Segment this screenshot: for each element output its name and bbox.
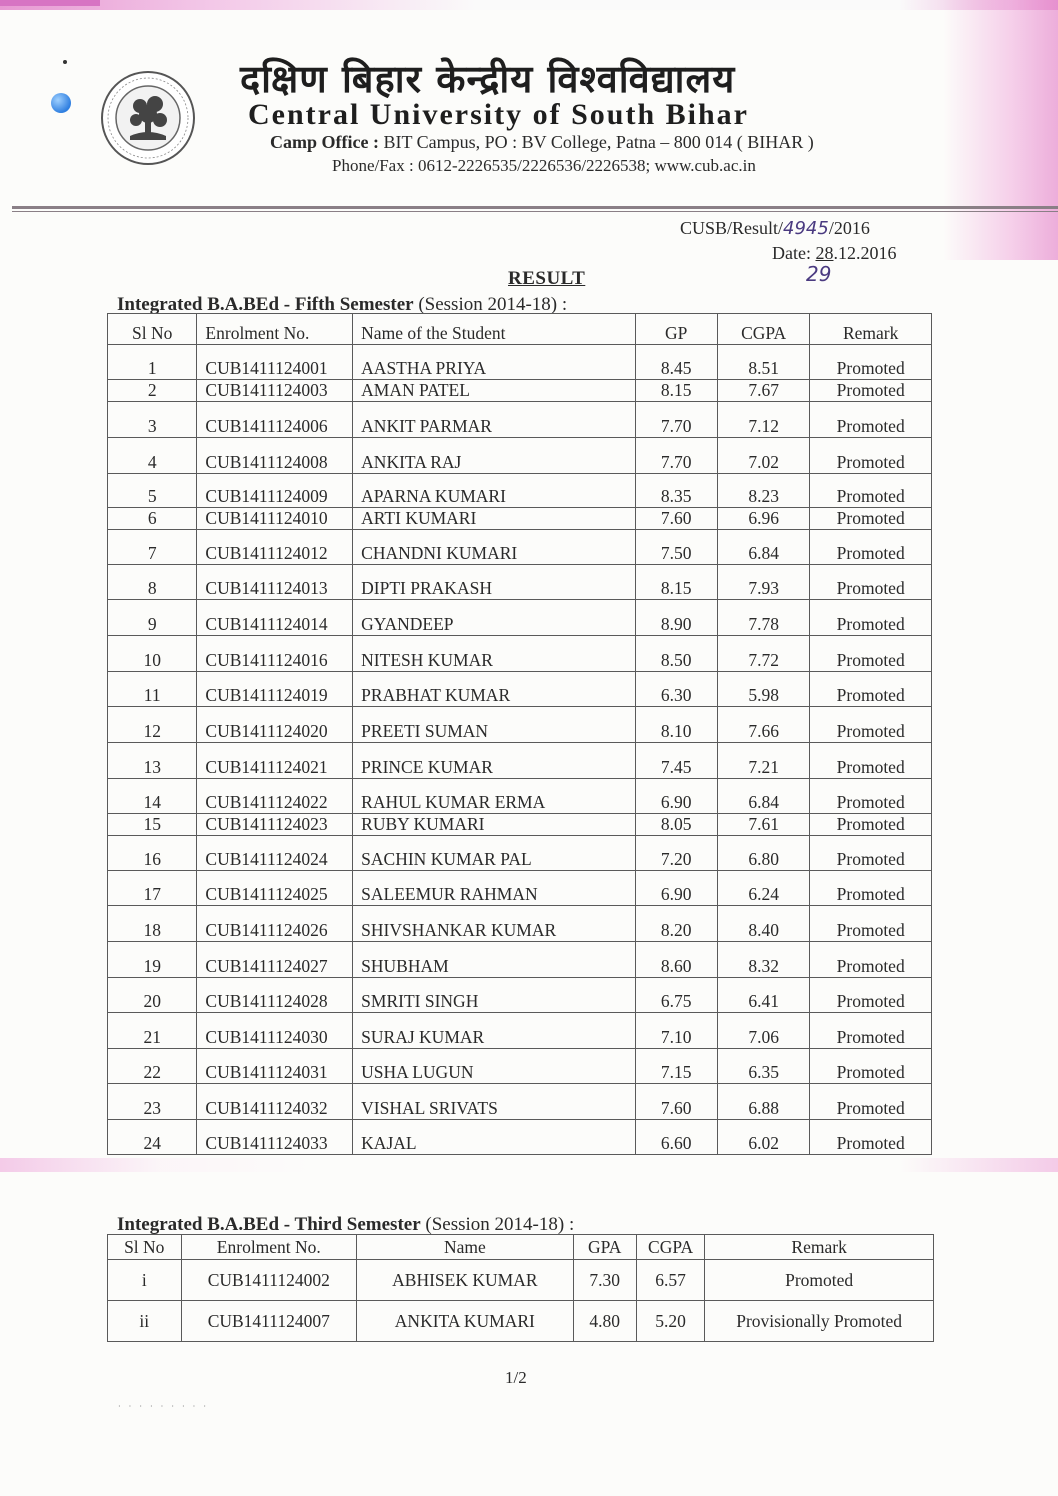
cell-cgpa: 5.20 (636, 1301, 704, 1342)
table-row (108, 836, 932, 871)
camp-office-label: Camp Office : (270, 132, 379, 152)
cell-enrolment: CUB1411124003 (197, 380, 353, 402)
column-header: CGPA (717, 314, 809, 345)
cell-enrolment: CUB1411124008 (197, 438, 353, 474)
camp-office-text: BIT Campus, PO : BV College, Patna – 800 014 ( BIHAR ) (383, 132, 814, 152)
reference-handwritten-number: 4945 (783, 218, 829, 239)
third-semester-heading-bold: Integrated B.A.BEd - Third Semester (117, 1214, 421, 1235)
cell-enrolment: CUB1411124021 (197, 743, 353, 779)
cell-cgpa: 8.32 (717, 942, 809, 978)
cell-cgpa: 7.67 (717, 380, 809, 402)
cell-sl-no: 2 (108, 380, 197, 402)
cell-gp: 8.15 (635, 380, 717, 402)
table-row (108, 474, 932, 508)
cell-gp: 8.50 (635, 636, 717, 672)
cell-enrolment: CUB1411124019 (197, 672, 353, 707)
cell-sl-no: 13 (108, 743, 197, 779)
cell-student-name: SHUBHAM (353, 942, 635, 978)
table-row (108, 380, 932, 402)
cell-sl-no: 12 (108, 707, 197, 743)
cell-remark: Promoted (810, 743, 932, 779)
cell-sl-no: 11 (108, 672, 197, 707)
table-row (108, 438, 932, 474)
column-header: Sl No (108, 314, 197, 345)
cell-cgpa: 7.02 (717, 438, 809, 474)
table-row (108, 1049, 932, 1084)
page-number: 1/2 (505, 1368, 527, 1387)
cell-student-name: ARTI KUMARI (353, 508, 635, 530)
cell-remark: Promoted (810, 565, 932, 600)
cell-gp: 4.80 (573, 1301, 636, 1342)
cell-remark: Promoted (810, 402, 932, 438)
university-seal-icon (100, 70, 196, 166)
date-rest: .12.2016 (833, 243, 897, 263)
column-header: Name of the Student (353, 314, 635, 345)
column-header: GPA (573, 1235, 636, 1260)
cell-cgpa: 6.41 (717, 978, 809, 1013)
fifth-semester-table (107, 313, 932, 1155)
camp-office-address (270, 132, 814, 153)
cell-enrolment: CUB1411124001 (197, 345, 353, 380)
cell-sl-no: 8 (108, 565, 197, 600)
cell-student-name: SURAJ KUMAR (353, 1013, 635, 1049)
cell-gp: 8.90 (635, 600, 717, 636)
reference-prefix: CUSB/Result/ (680, 218, 784, 238)
cell-sl-no: 3 (108, 402, 197, 438)
cell-gp: 6.60 (635, 1120, 717, 1155)
document-date (772, 243, 896, 264)
column-header: Enrolment No. (181, 1235, 357, 1260)
cell-enrolment: CUB1411124032 (197, 1084, 353, 1120)
cell-sl-no: 5 (108, 474, 197, 508)
cell-remark: Promoted (810, 600, 932, 636)
cell-enrolment: CUB1411124002 (181, 1260, 357, 1301)
table-row (108, 978, 932, 1013)
cell-cgpa: 6.84 (717, 779, 809, 814)
cell-sl-no: 16 (108, 836, 197, 871)
cell-enrolment: CUB1411124007 (181, 1301, 357, 1342)
cell-remark: Promoted (810, 942, 932, 978)
cell-cgpa: 6.24 (717, 871, 809, 906)
fifth-semester-heading-bold: Integrated B.A.BEd - Fifth Semester (117, 294, 414, 315)
table-row (108, 1120, 932, 1155)
cell-sl-no: 22 (108, 1049, 197, 1084)
column-header: Remark (705, 1235, 934, 1260)
cell-cgpa: 6.84 (717, 530, 809, 565)
cell-enrolment: CUB1411124024 (197, 836, 353, 871)
cell-sl-no: 21 (108, 1013, 197, 1049)
cell-student-name: SMRITI SINGH (353, 978, 635, 1013)
cell-cgpa: 6.80 (717, 836, 809, 871)
cell-remark: Promoted (810, 836, 932, 871)
cell-student-name: ANKIT PARMAR (353, 402, 635, 438)
cell-sl-no: 6 (108, 508, 197, 530)
table-row (108, 707, 932, 743)
blue-dot-icon (51, 93, 71, 113)
cell-gp: 8.10 (635, 707, 717, 743)
cell-cgpa: 6.35 (717, 1049, 809, 1084)
page-top-left-mark (0, 0, 100, 6)
cell-remark: Promoted (810, 1120, 932, 1155)
cell-student-name: ANKITA RAJ (353, 438, 635, 474)
table-row (108, 906, 932, 942)
cell-remark: Promoted (810, 1013, 932, 1049)
cell-student-name: PRABHAT KUMAR (353, 672, 635, 707)
cell-student-name: SALEEMUR RAHMAN (353, 871, 635, 906)
table-header-row (108, 314, 932, 345)
cell-cgpa: 6.57 (636, 1260, 704, 1301)
cell-sl-no: 14 (108, 779, 197, 814)
column-header: Name (357, 1235, 573, 1260)
cell-gp: 7.60 (635, 508, 717, 530)
table-row (108, 779, 932, 814)
cell-student-name: APARNA KUMARI (353, 474, 635, 508)
cell-gp: 7.70 (635, 402, 717, 438)
table-header-row (108, 1235, 934, 1260)
cell-remark: Promoted (810, 1084, 932, 1120)
cell-sl-no: 9 (108, 600, 197, 636)
cell-sl-no: 20 (108, 978, 197, 1013)
cell-cgpa: 6.96 (717, 508, 809, 530)
cell-gp: 8.35 (635, 474, 717, 508)
cell-gp: 7.30 (573, 1260, 636, 1301)
cell-enrolment: CUB1411124022 (197, 779, 353, 814)
cell-remark: Promoted (810, 814, 932, 836)
phone-fax-line: Phone/Fax : 0612-2226535/2226536/2226538; www.cub.ac.in (332, 156, 756, 175)
cell-cgpa: 8.51 (717, 345, 809, 380)
reference-suffix: /2016 (828, 218, 870, 238)
cell-cgpa: 7.12 (717, 402, 809, 438)
cell-remark: Promoted (810, 871, 932, 906)
cell-student-name: GYANDEEP (353, 600, 635, 636)
cell-enrolment: CUB1411124028 (197, 978, 353, 1013)
cell-gp: 8.45 (635, 345, 717, 380)
cell-remark: Provisionally Promoted (705, 1301, 934, 1342)
cell-enrolment: CUB1411124016 (197, 636, 353, 672)
cell-enrolment: CUB1411124020 (197, 707, 353, 743)
cell-remark: Promoted (810, 530, 932, 565)
cell-gp: 8.05 (635, 814, 717, 836)
cell-enrolment: CUB1411124023 (197, 814, 353, 836)
cell-student-name: DIPTI PRAKASH (353, 565, 635, 600)
table-row (108, 508, 932, 530)
cell-enrolment: CUB1411124025 (197, 871, 353, 906)
page-top-edge (0, 0, 1058, 10)
cell-gp: 7.10 (635, 1013, 717, 1049)
table-row (108, 600, 932, 636)
cell-cgpa: 8.23 (717, 474, 809, 508)
page-right-tint (943, 0, 1058, 260)
table-row (108, 565, 932, 600)
cell-sl-no: ii (108, 1301, 182, 1342)
date-label: Date: (772, 243, 811, 263)
cell-remark: Promoted (810, 438, 932, 474)
cell-sl-no: 1 (108, 345, 197, 380)
third-semester-table (107, 1234, 934, 1342)
cell-student-name: RUBY KUMARI (353, 814, 635, 836)
cell-cgpa: 6.02 (717, 1120, 809, 1155)
scan-footer-marks: · · · · · · · · · (118, 1402, 209, 1411)
cell-gp: 7.45 (635, 743, 717, 779)
cell-cgpa: 6.88 (717, 1084, 809, 1120)
cell-sl-no: 4 (108, 438, 197, 474)
cell-remark: Promoted (810, 508, 932, 530)
cell-enrolment: CUB1411124010 (197, 508, 353, 530)
column-header: Remark (810, 314, 932, 345)
fifth-semester-heading-session: (Session 2014-18) : (418, 294, 568, 315)
cell-student-name: ANKITA KUMARI (357, 1301, 573, 1342)
cell-remark: Promoted (810, 636, 932, 672)
cell-enrolment: CUB1411124014 (197, 600, 353, 636)
cell-gp: 8.60 (635, 942, 717, 978)
cell-student-name: PREETI SUMAN (353, 707, 635, 743)
cell-remark: Promoted (810, 707, 932, 743)
cell-cgpa: 7.78 (717, 600, 809, 636)
cell-sl-no: 18 (108, 906, 197, 942)
table-row (108, 1013, 932, 1049)
cell-enrolment: CUB1411124009 (197, 474, 353, 508)
cell-remark: Promoted (810, 345, 932, 380)
cell-student-name: VISHAL SRIVATS (353, 1084, 635, 1120)
cell-gp: 8.15 (635, 565, 717, 600)
cell-student-name: USHA LUGUN (353, 1049, 635, 1084)
scan-dot (63, 60, 67, 64)
cell-enrolment: CUB1411124012 (197, 530, 353, 565)
cell-gp: 6.75 (635, 978, 717, 1013)
cell-cgpa: 7.72 (717, 636, 809, 672)
cell-sl-no: 19 (108, 942, 197, 978)
cell-remark: Promoted (810, 380, 932, 402)
cell-remark: Promoted (810, 978, 932, 1013)
cell-student-name: KAJAL (353, 1120, 635, 1155)
cell-gp: 6.90 (635, 779, 717, 814)
cell-gp: 8.20 (635, 906, 717, 942)
cell-student-name: CHANDNI KUMARI (353, 530, 635, 565)
page-scan-band (0, 1158, 1058, 1172)
cell-gp: 7.50 (635, 530, 717, 565)
cell-cgpa: 7.21 (717, 743, 809, 779)
column-header: CGPA (636, 1235, 704, 1260)
cell-enrolment: CUB1411124033 (197, 1120, 353, 1155)
cell-sl-no: 10 (108, 636, 197, 672)
cell-gp: 7.70 (635, 438, 717, 474)
cell-remark: Promoted (810, 1049, 932, 1084)
cell-cgpa: 5.98 (717, 672, 809, 707)
university-name-english: Central University of South Bihar (248, 98, 749, 131)
header-divider-thin (12, 211, 1058, 212)
cell-sl-no: 7 (108, 530, 197, 565)
table-row (108, 942, 932, 978)
table-row (108, 636, 932, 672)
cell-cgpa: 7.61 (717, 814, 809, 836)
table-row (108, 814, 932, 836)
cell-sl-no: 17 (108, 871, 197, 906)
cell-student-name: SHIVSHANKAR KUMAR (353, 906, 635, 942)
table-row (108, 402, 932, 438)
cell-sl-no: i (108, 1260, 182, 1301)
cell-remark: Promoted (705, 1260, 934, 1301)
table-row (108, 1260, 934, 1301)
header-divider (12, 206, 1058, 209)
cell-cgpa: 7.93 (717, 565, 809, 600)
cell-student-name: SACHIN KUMAR PAL (353, 836, 635, 871)
cell-student-name: NITESH KUMAR (353, 636, 635, 672)
cell-student-name: AASTHA PRIYA (353, 345, 635, 380)
table-row (108, 672, 932, 707)
handwritten-date-note: 29 (806, 262, 832, 286)
table-row (108, 1084, 932, 1120)
cell-gp: 7.60 (635, 1084, 717, 1120)
date-day: 28 (815, 243, 834, 263)
cell-student-name: ABHISEK KUMAR (357, 1260, 573, 1301)
cell-cgpa: 7.66 (717, 707, 809, 743)
cell-student-name: RAHUL KUMAR ERMA (353, 779, 635, 814)
table-row (108, 530, 932, 565)
reference-number (680, 218, 870, 239)
cell-remark: Promoted (810, 779, 932, 814)
third-semester-heading-session: (Session 2014-18) : (425, 1214, 575, 1235)
cell-gp: 6.30 (635, 672, 717, 707)
cell-enrolment: CUB1411124013 (197, 565, 353, 600)
cell-student-name: AMAN PATEL (353, 380, 635, 402)
table-row (108, 1301, 934, 1342)
cell-remark: Promoted (810, 474, 932, 508)
third-semester-heading (117, 1214, 574, 1236)
cell-sl-no: 15 (108, 814, 197, 836)
table-row (108, 345, 932, 380)
cell-gp: 6.90 (635, 871, 717, 906)
cell-remark: Promoted (810, 906, 932, 942)
column-header: GP (635, 314, 717, 345)
cell-cgpa: 7.06 (717, 1013, 809, 1049)
column-header: Enrolment No. (197, 314, 353, 345)
table-row (108, 871, 932, 906)
cell-gp: 7.20 (635, 836, 717, 871)
table-row (108, 743, 932, 779)
result-title: RESULT (508, 268, 586, 289)
cell-enrolment: CUB1411124026 (197, 906, 353, 942)
cell-cgpa: 8.40 (717, 906, 809, 942)
cell-enrolment: CUB1411124027 (197, 942, 353, 978)
cell-gp: 7.15 (635, 1049, 717, 1084)
cell-sl-no: 24 (108, 1120, 197, 1155)
cell-enrolment: CUB1411124006 (197, 402, 353, 438)
cell-enrolment: CUB1411124030 (197, 1013, 353, 1049)
university-name-hindi: दक्षिण बिहार केन्द्रीय विश्वविद्यालय (240, 57, 736, 101)
cell-student-name: PRINCE KUMAR (353, 743, 635, 779)
column-header: Sl No (108, 1235, 182, 1260)
cell-enrolment: CUB1411124031 (197, 1049, 353, 1084)
cell-sl-no: 23 (108, 1084, 197, 1120)
cell-remark: Promoted (810, 672, 932, 707)
